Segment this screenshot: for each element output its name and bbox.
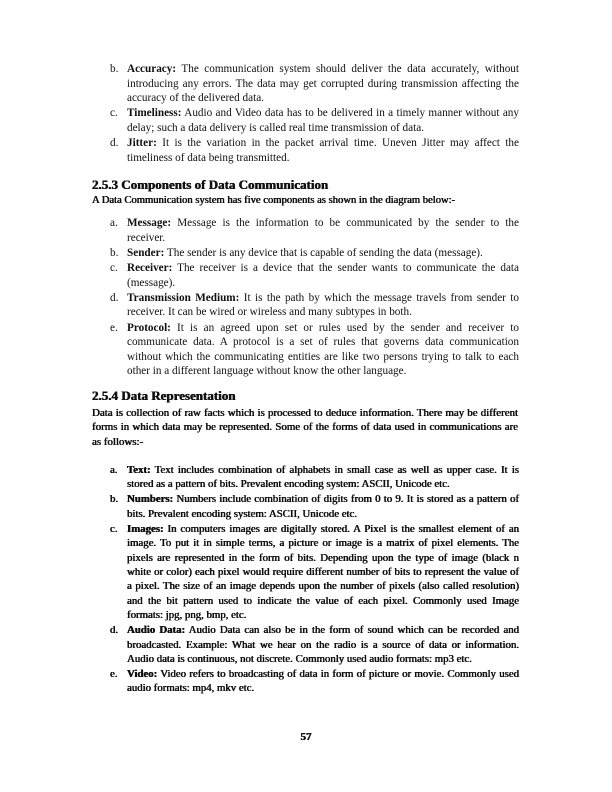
list-marker: c.	[110, 522, 118, 535]
list-marker: d.	[110, 291, 119, 304]
list-marker: b.	[110, 246, 119, 259]
item-term: Audio Data:	[127, 624, 186, 637]
item-text: Video refers to broadcasting of data in form of picture or movie. Commonly used audio formats: mp4, mkv etc.	[127, 668, 519, 695]
list-item-images	[110, 522, 519, 623]
section-intro-254: Data is collection of raw facts which is processed to deduce information. There may be different forms in which data may be represented. Some of the forms of data used in communications are as follows:-	[92, 407, 518, 448]
list-marker: c.	[110, 107, 118, 120]
list-marker: e.	[110, 668, 118, 681]
list-item-message	[110, 216, 519, 245]
section-heading-254: 2.5.4 Data Representation	[92, 388, 236, 403]
list-item-video	[110, 667, 519, 696]
item-term: Text:	[127, 464, 151, 476]
quality-list	[110, 62, 519, 166]
section-intro-253: A Data Communication system has five components as shown in the diagram below:-	[92, 195, 456, 206]
item-term: Receiver:	[127, 261, 173, 274]
item-term: Transmission Medium:	[127, 291, 240, 304]
item-text: Text includes combination of alphabets in small case as well as upper case. It is stored as a pattern of bits. Prevalent encoding system: ASCII, Unicode etc.	[127, 464, 519, 491]
page-number: 57	[300, 731, 312, 743]
item-text: Audio Data can also be in the form of sound which can be recorded and broadcasted. Example: What we hear on the radio is a source of data or information. Audio data is continuous, not discrete. Commonly used audio formats: mp3 etc.	[127, 624, 519, 666]
list-marker: e.	[110, 321, 118, 334]
list-item-jitter	[110, 136, 519, 165]
list-item-text	[110, 463, 519, 492]
data-forms-list	[110, 463, 519, 696]
item-text: Numbers include combination of digits from 0 to 9. It is stored as a pattern of bits. Prevalent encoding system: ASCII, Unicode etc.	[127, 493, 519, 520]
list-item-protocol	[110, 321, 519, 379]
item-term: Sender:	[127, 246, 165, 259]
list-item-sender	[110, 246, 519, 261]
item-term: Timeliness:	[127, 107, 182, 120]
section-heading-253: 2.5.3 Components of Data Communication	[92, 177, 329, 192]
list-marker: d.	[110, 624, 119, 637]
list-marker: a.	[110, 217, 118, 229]
item-term: Video:	[127, 668, 158, 681]
list-item-accuracy	[110, 62, 519, 106]
item-text: The receiver is a device that the sender wants to communicate the data (message).	[127, 261, 519, 289]
item-text: It is an agreed upon set or rules used by the sender and receiver to communicate data. A protocol is a set of rules that governs data communication without which the communicating entities are like two persons trying to talk to each other in a different language without know the other language.	[127, 321, 519, 378]
list-item-timeliness	[110, 106, 519, 135]
item-text: It is the variation in the packet arrival time. Uneven Jitter may affect the timeliness of data being transmitted.	[127, 137, 519, 164]
list-marker: c.	[110, 261, 118, 274]
item-term: Images:	[127, 522, 164, 535]
item-text: The sender is any device that is capable of sending the data (message).	[164, 246, 483, 259]
list-marker: a.	[110, 464, 118, 476]
item-text: The communication system should deliver the data accurately, without introducing any errors. The data may get corrupted during transmission affecting the accuracy of the delivered data.	[127, 63, 519, 105]
item-text: Audio and Video data has to be delivered in a timely manner without any delay; such a data delivery is called real time transmission of data.	[127, 107, 519, 134]
item-term: Jitter:	[127, 137, 157, 150]
item-text: In computers images are digitally stored. A Pixel is the smallest element of an image. To put it in simple terms, a picture or image is a matrix of pixel elements. The pixels are represented in the form of bits. Depending upon the type of image (black n white or color) each pixel would require different number of bits to represent the value of a pixel. The size of an image depends upon the number of pixels (also called resolution) and the bit pattern used to indicate the value of each pixel. Commonly used Image formats: jpg, png, bmp, etc.	[127, 522, 519, 622]
item-term: Numbers:	[127, 493, 174, 506]
list-marker: d.	[110, 137, 119, 150]
list-item-audio-data	[110, 623, 519, 666]
components-list	[110, 216, 519, 380]
item-term: Message:	[127, 217, 172, 229]
list-item-receiver	[110, 261, 519, 290]
item-text: It is the path by which the message travels from sender to receiver. It can be wired or wireless and many subtypes in both.	[127, 291, 519, 319]
list-item-transmission-medium	[110, 291, 519, 320]
item-term: Accuracy:	[127, 63, 177, 75]
list-marker: b.	[110, 63, 119, 75]
list-item-numbers	[110, 492, 519, 521]
item-term: Protocol:	[127, 321, 171, 334]
list-marker: b.	[110, 493, 119, 506]
item-text: Message is the information to be communicated by the sender to the receiver.	[127, 217, 519, 244]
